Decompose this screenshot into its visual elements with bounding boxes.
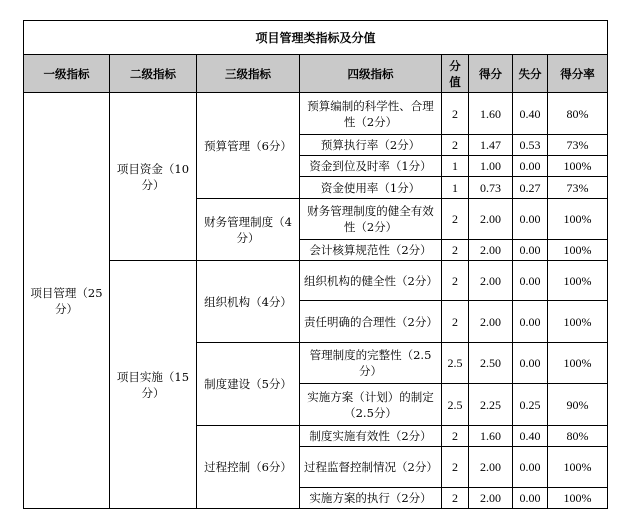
got-cell: 1.60	[469, 93, 513, 135]
score-cell: 2	[442, 135, 469, 156]
header-row	[24, 55, 608, 93]
table-row	[24, 261, 608, 301]
rate-cell: 80%	[548, 426, 608, 447]
level3-cell-institution: 制度建设（5分）	[197, 343, 300, 426]
header-level1: 一级指标	[24, 55, 110, 93]
score-cell: 2	[442, 447, 469, 488]
level2-cell-implementation: 项目实施（15分）	[110, 261, 197, 509]
got-cell: 1.47	[469, 135, 513, 156]
got-cell: 2.00	[469, 261, 513, 301]
score-cell: 2	[442, 301, 469, 343]
score-cell: 2.5	[442, 384, 469, 426]
rate-cell: 100%	[548, 261, 608, 301]
rate-cell: 100%	[548, 240, 608, 261]
header-level3: 三级指标	[197, 55, 300, 93]
level4-cell: 预算执行率（2分）	[300, 135, 442, 156]
header-level2: 二级指标	[110, 55, 197, 93]
got-cell: 0.73	[469, 177, 513, 199]
lost-cell: 0.27	[513, 177, 548, 199]
lost-cell: 0.00	[513, 240, 548, 261]
rate-cell: 100%	[548, 156, 608, 177]
score-cell: 1	[442, 177, 469, 199]
level3-cell-organization: 组织机构（4分）	[197, 261, 300, 343]
lost-cell: 0.00	[513, 199, 548, 240]
rate-cell: 73%	[548, 135, 608, 156]
lost-cell: 0.40	[513, 93, 548, 135]
got-cell: 2.00	[469, 447, 513, 488]
score-cell: 2	[442, 240, 469, 261]
level1-cell: 项目管理（25分）	[24, 93, 110, 509]
rate-cell: 100%	[548, 343, 608, 384]
lost-cell: 0.53	[513, 135, 548, 156]
level4-cell: 责任明确的合理性（2分）	[300, 301, 442, 343]
table-title: 项目管理类指标及分值	[24, 21, 608, 55]
level4-cell: 财务管理制度的健全有效性（2分）	[300, 199, 442, 240]
rate-cell: 80%	[548, 93, 608, 135]
got-cell: 2.50	[469, 343, 513, 384]
level4-cell: 管理制度的完整性（2.5分）	[300, 343, 442, 384]
header-level4: 四级指标	[300, 55, 442, 93]
level3-cell-finance: 财务管理制度（4分）	[197, 199, 300, 261]
lost-cell: 0.00	[513, 447, 548, 488]
got-cell: 2.00	[469, 240, 513, 261]
got-cell: 1.00	[469, 156, 513, 177]
lost-cell: 0.00	[513, 261, 548, 301]
rate-cell: 73%	[548, 177, 608, 199]
level4-cell: 实施方案（计划）的制定（2.5分）	[300, 384, 442, 426]
level4-cell: 组织机构的健全性（2分）	[300, 261, 442, 301]
rate-cell: 100%	[548, 447, 608, 488]
score-cell: 2	[442, 426, 469, 447]
score-cell: 1	[442, 156, 469, 177]
rate-cell: 100%	[548, 199, 608, 240]
level4-cell: 预算编制的科学性、合理性（2分）	[300, 93, 442, 135]
lost-cell: 0.00	[513, 301, 548, 343]
lost-cell: 0.00	[513, 488, 548, 509]
score-cell: 2	[442, 199, 469, 240]
lost-cell: 0.00	[513, 343, 548, 384]
header-score: 分值	[442, 55, 469, 93]
rate-cell: 90%	[548, 384, 608, 426]
level4-cell: 资金到位及时率（1分）	[300, 156, 442, 177]
table-row	[24, 93, 608, 135]
got-cell: 2.00	[469, 488, 513, 509]
header-got: 得分	[469, 55, 513, 93]
indicator-table-container	[23, 20, 607, 509]
got-cell: 2.00	[469, 199, 513, 240]
header-rate: 得分率	[548, 55, 608, 93]
got-cell: 1.60	[469, 426, 513, 447]
level2-cell-funds: 项目资金（10分）	[110, 93, 197, 261]
level3-cell-process: 过程控制（6分）	[197, 426, 300, 509]
header-lost: 失分	[513, 55, 548, 93]
rate-cell: 100%	[548, 488, 608, 509]
lost-cell: 0.25	[513, 384, 548, 426]
score-cell: 2	[442, 488, 469, 509]
level4-cell: 实施方案的执行（2分）	[300, 488, 442, 509]
level3-cell-budget: 预算管理（6分）	[197, 93, 300, 199]
level4-cell: 制度实施有效性（2分）	[300, 426, 442, 447]
level4-cell: 会计核算规范性（2分）	[300, 240, 442, 261]
score-cell: 2.5	[442, 343, 469, 384]
lost-cell: 0.00	[513, 156, 548, 177]
score-cell: 2	[442, 261, 469, 301]
got-cell: 2.00	[469, 301, 513, 343]
score-cell: 2	[442, 93, 469, 135]
level4-cell: 过程监督控制情况（2分）	[300, 447, 442, 488]
got-cell: 2.25	[469, 384, 513, 426]
level4-cell: 资金使用率（1分）	[300, 177, 442, 199]
lost-cell: 0.40	[513, 426, 548, 447]
indicator-table	[23, 20, 608, 509]
rate-cell: 100%	[548, 301, 608, 343]
